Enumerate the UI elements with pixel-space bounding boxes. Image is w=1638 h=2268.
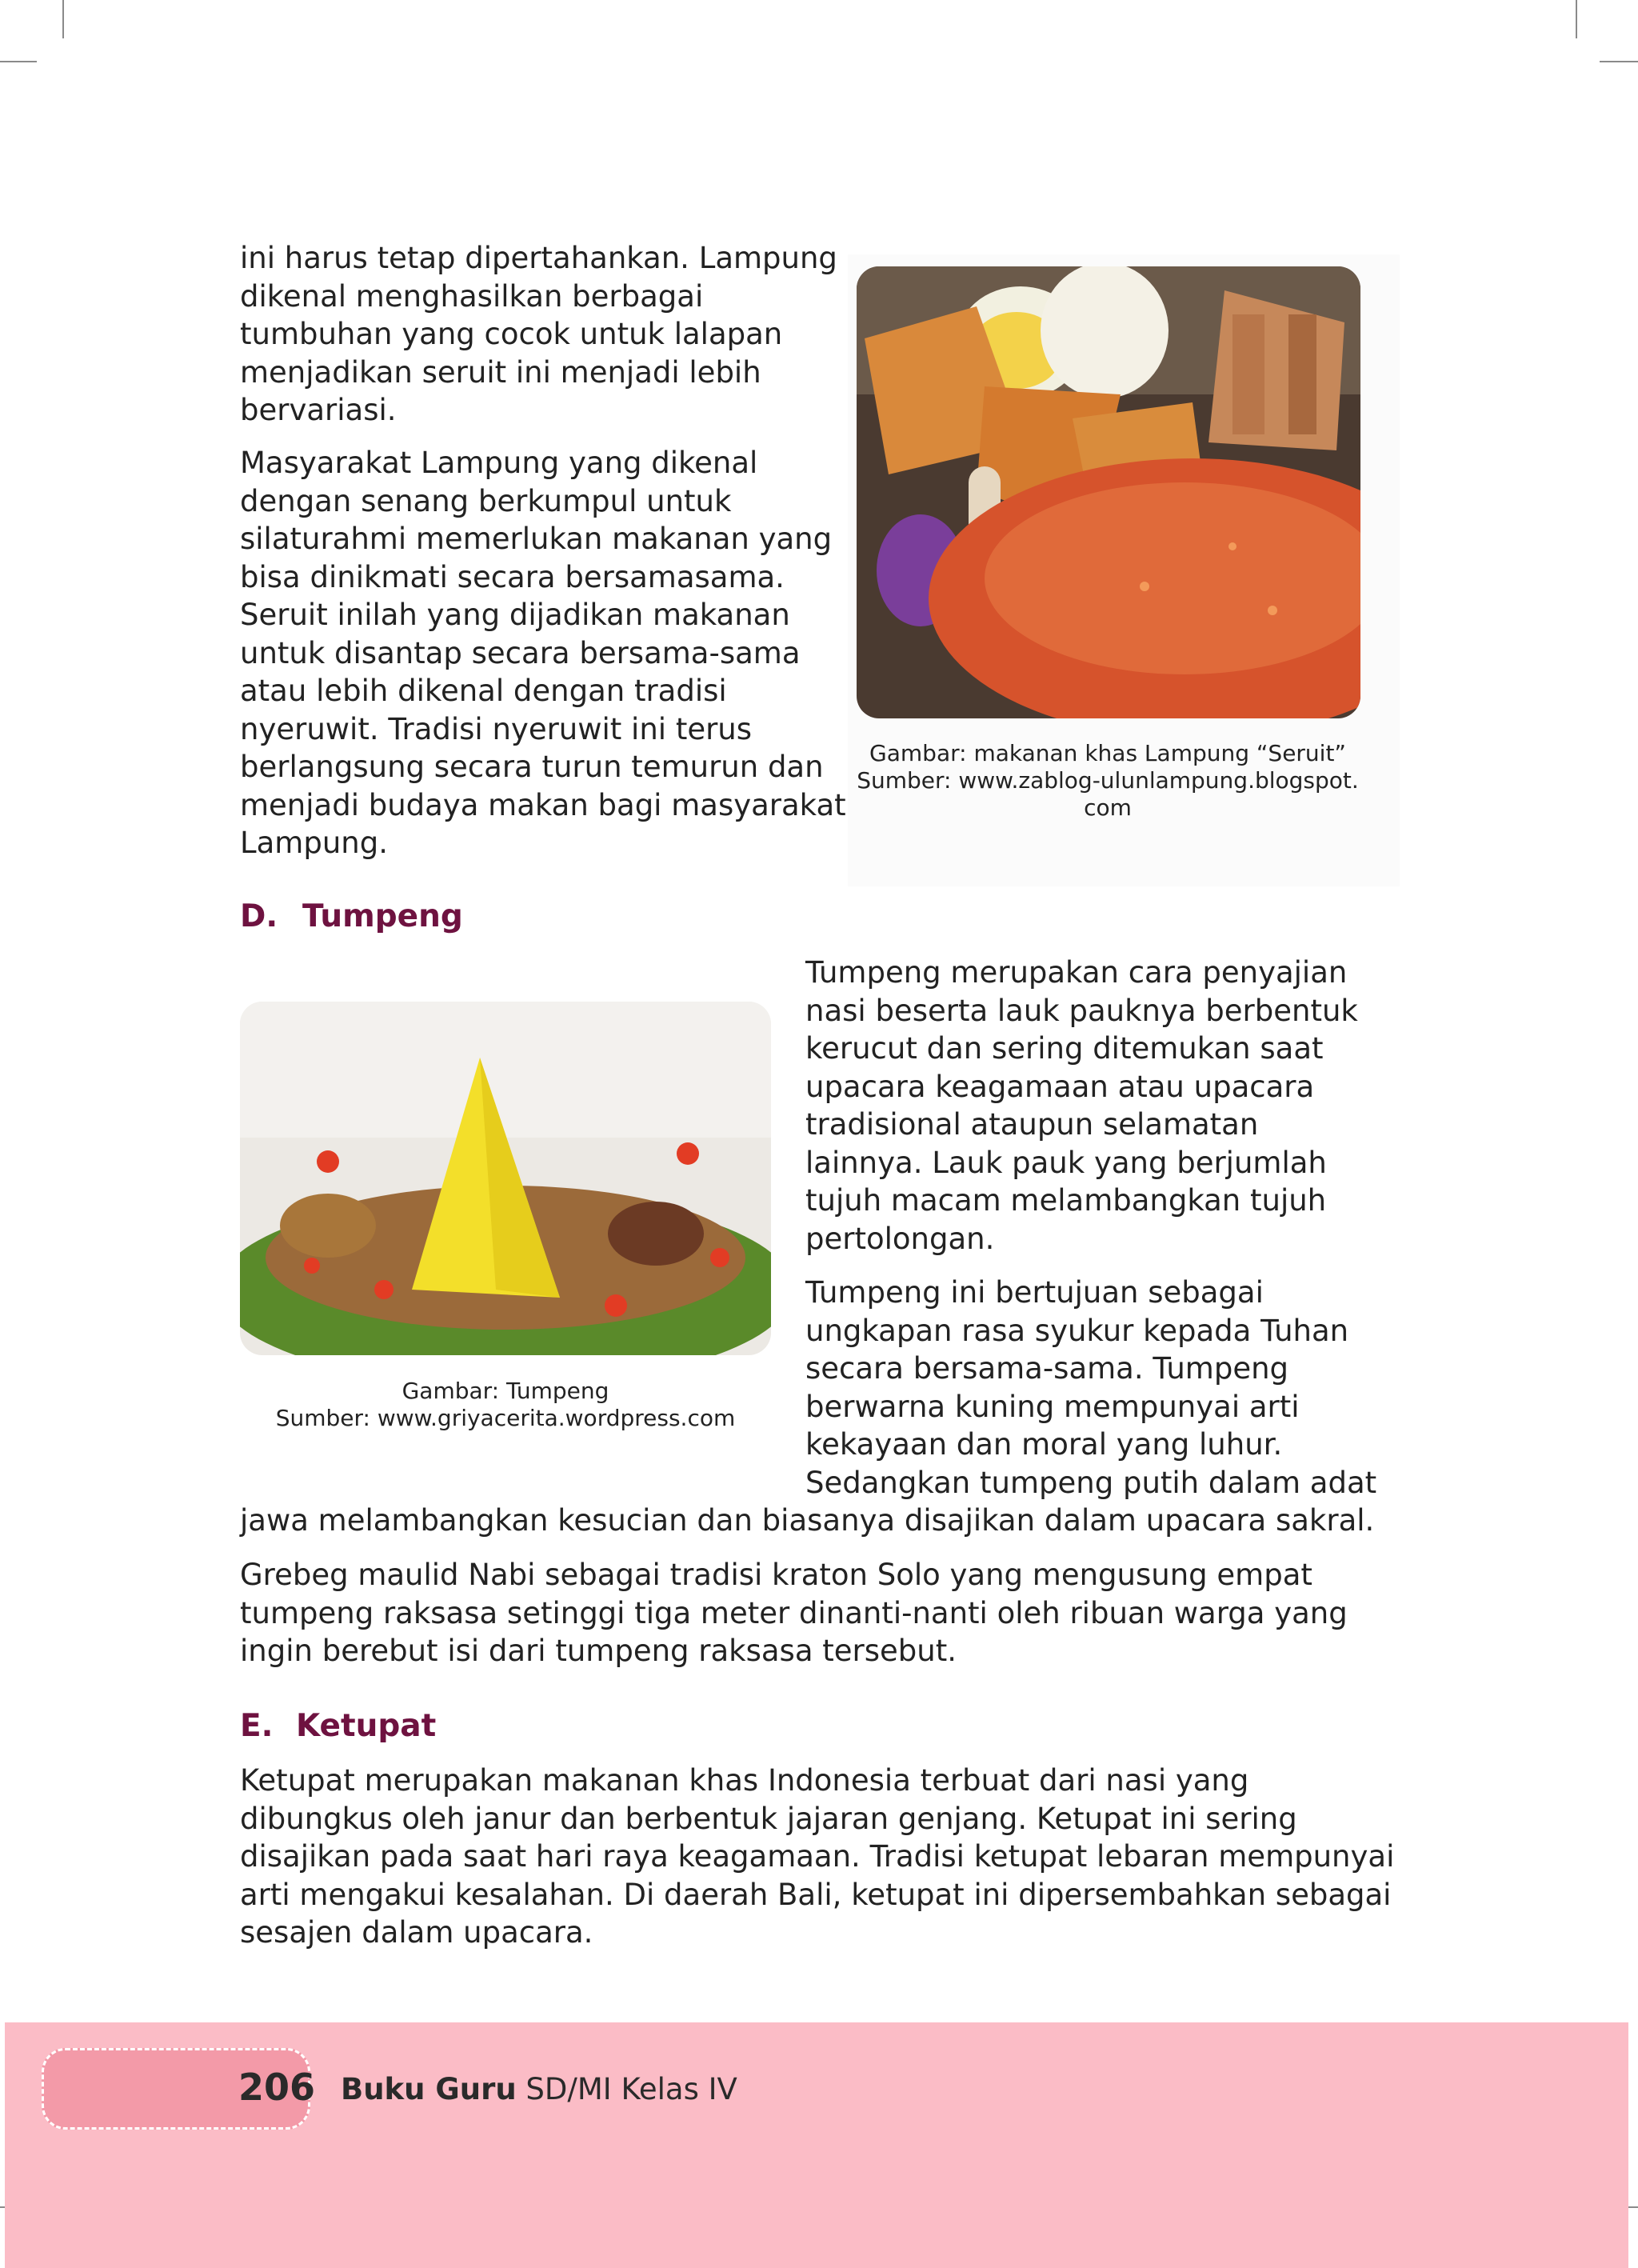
tumpeng-caption: Gambar: Tumpeng Sumber: www.griyacerita.wordpress.com — [275, 1378, 736, 1431]
book-title-bold: Buku Guru — [341, 2072, 517, 2106]
tumpeng-paragraph-2: Tumpeng ini bertujuan sebagai ungkapan rasa syukur kepada Tuhan secara bersama-sama. Tumpeng berwarna kuning mempunyai arti kekayaan dan moral yang luhur. Sedangkan tumpeng putih dalam adat — [805, 1275, 1377, 1500]
book-title — [341, 2072, 737, 2106]
tumpeng-paragraph-1: Tumpeng merupakan cara penyajian nasi beserta lauk pauknya berbentuk kerucut dan sering ditemukan saat upacara keagamaan atau upacara tradisional ataupun selamatan lainnya. Lauk pauk yang berjumlah tujuh macam melambangkan tujuh pertolongan. — [805, 955, 1358, 1256]
section-title: Ketupat — [296, 1708, 437, 1744]
crop-mark — [62, 0, 64, 38]
section-title: Tumpeng — [302, 898, 463, 934]
tumpeng-photo — [240, 1002, 771, 1355]
crop-mark — [1600, 61, 1638, 62]
ketupat-paragraph: Ketupat merupakan makanan khas Indonesia terbuat dari nasi yang dibungkus oleh janur dan berbentuk jajaran genjang. Ketupat ini sering disajikan pada saat hari raya keagamaan. Tradisi ketupat lebaran mempunyai arti mengakui kesalahan. Di daerah Bali, ketupat ini dipersembahkan sebagai sesajen dalam upacara. — [240, 1763, 1395, 1950]
page-number: 206 — [238, 2066, 316, 2109]
seruit-caption: Gambar: makanan khas Lampung “Seruit” Sumber: www.zablog-ulunlampung.blogspot. com — [857, 740, 1359, 821]
seruit-paragraph-2: Masyarakat Lampung yang dikenal dengan senang berkumpul untuk silaturahmi memerlukan makanan yang bisa dinikmati secara bersamasama. Seruit inilah yang dijadikan makanan untuk disantap secara bersama-sama atau lebih dikenal dengan tradisi nyeruwit. Tradisi nyeruwit ini terus berlangsung secara turun temurun dan menjadi budaya makan bagi masyarakat Lampung. — [240, 446, 846, 860]
crop-mark — [1576, 0, 1577, 38]
section-e-heading — [240, 1708, 436, 1744]
seruit-photo — [857, 266, 1360, 718]
seruit-paragraph-1: ini harus tetap dipertahankan. Lampung dikenal menghasilkan berbagai tumbuhan yang cocok untuk lalapan menjadikan seruit ini menjadi lebih bervariasi. — [240, 241, 837, 427]
crop-mark — [0, 61, 37, 62]
book-title-rest: SD/MI Kelas IV — [516, 2072, 737, 2106]
section-d-heading — [240, 898, 463, 934]
section-letter: E. — [240, 1708, 274, 1744]
tumpeng-paragraph-3: Grebeg maulid Nabi sebagai tradisi kraton Solo yang mengusung empat tumpeng raksasa setinggi tiga meter dinanti-nanti oleh ribuan warga yang ingin berebut isi dari tumpeng raksasa tersebut. — [240, 1558, 1348, 1668]
tumpeng-paragraph-2-end: jawa melambangkan kesucian dan biasanya disajikan dalam upacara sakral. — [240, 1503, 1375, 1538]
section-letter: D. — [240, 898, 278, 934]
